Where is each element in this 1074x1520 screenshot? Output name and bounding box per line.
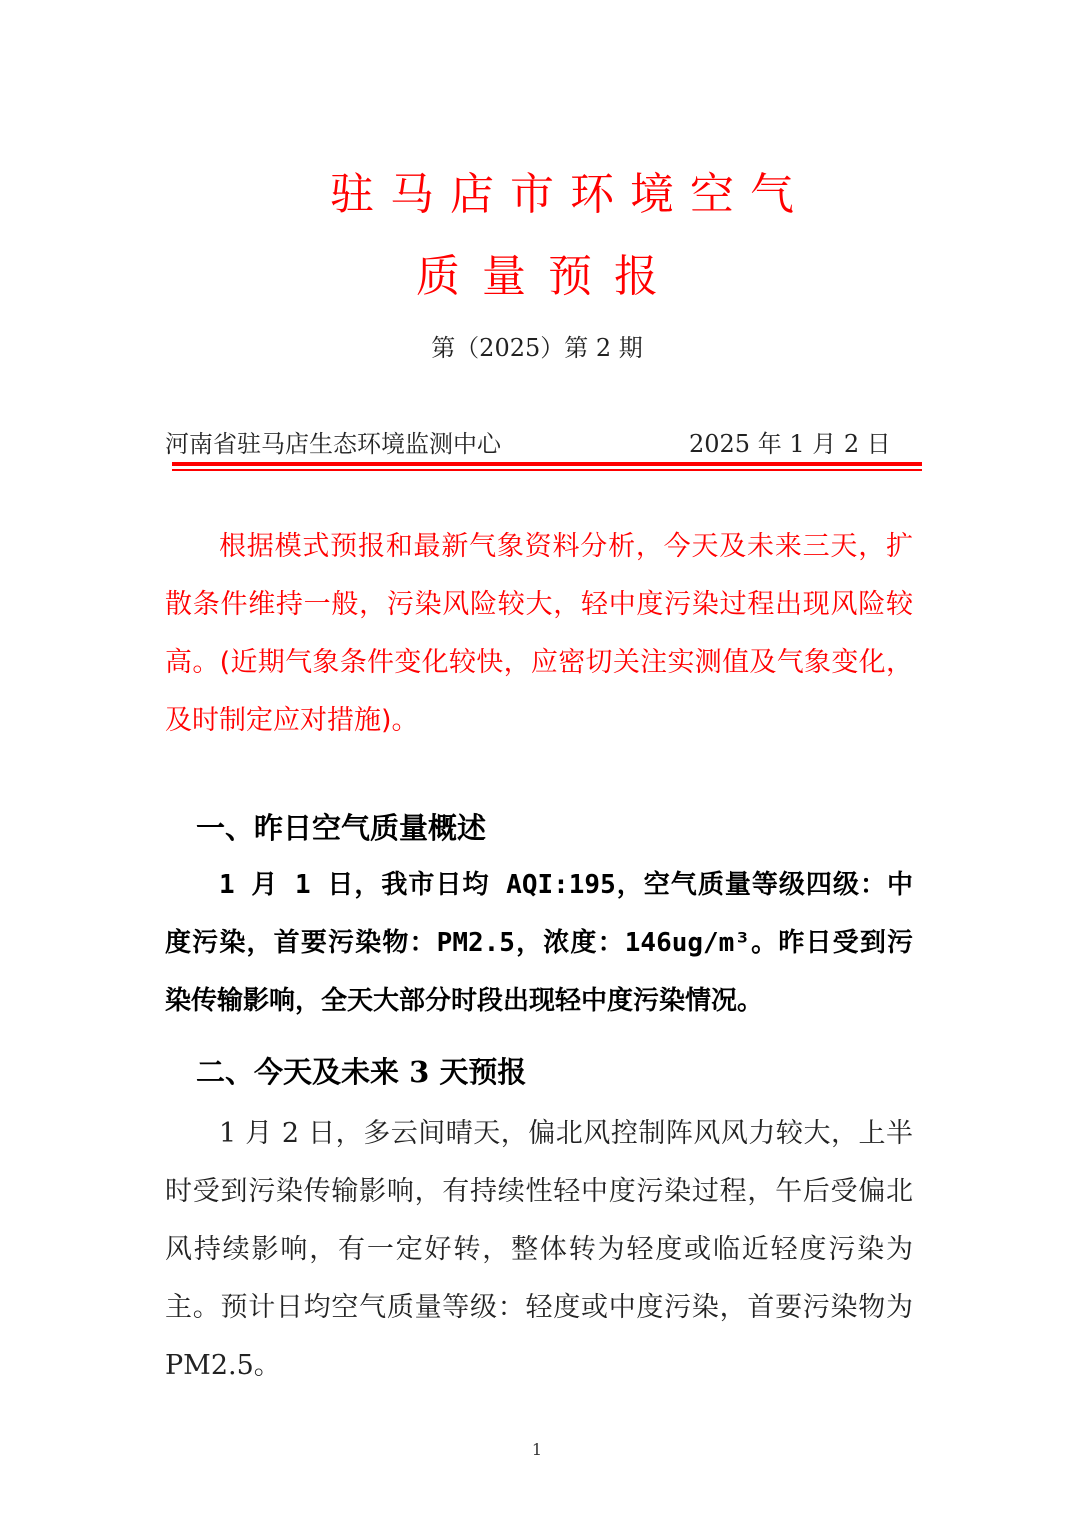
document-title-line-1: 驻马店市环境空气 bbox=[330, 169, 810, 220]
issue-number: 第（2025）第 2 期 bbox=[431, 334, 643, 362]
section-body-forecast: 1 月 2 日，多云间晴天，偏北风控制阵风风力较大，上半时受到污染传输影响，有持续性轻中度污染过程，午后受偏北风持续影响，有一定好转，整体转为轻度或临近轻度污染为主。预计日均空气质量等级：轻度或中度污染，首要污染物为 PM2.5。 bbox=[165, 1118, 913, 1381]
header-row bbox=[165, 424, 920, 458]
header-rule-thin bbox=[172, 469, 922, 471]
document-title-line-2: 质量预报 bbox=[416, 251, 680, 302]
section-body-yesterday: 1 月 1 日，我市日均 AQI:195，空气质量等级四级：中度污染，首要污染物：PM2.5，浓度：146ug/m³。昨日受到污染传输影响，全天大部分时段出现轻中度污染情况。 bbox=[165, 870, 913, 1016]
forecast-summary: 根据模式预报和最新气象资料分析，今天及未来三天，扩散条件维持一般，污染风险较大，轻中度污染过程出现风险较高。(近期气象条件变化较快，应密切关注实测值及气象变化，及时制定应对措施)。 bbox=[165, 531, 913, 736]
issue-date: 2025 年 1 月 2 日 bbox=[689, 430, 891, 458]
issuing-organization: 河南省驻马店生态环境监测中心 bbox=[165, 430, 501, 458]
section-heading-forecast: 二、今天及未来 3 天预报 bbox=[196, 1055, 527, 1089]
page-number: 1 bbox=[531, 1440, 543, 1459]
header-rule-thick bbox=[172, 462, 922, 466]
section-heading-yesterday: 一、昨日空气质量概述 bbox=[196, 811, 487, 845]
